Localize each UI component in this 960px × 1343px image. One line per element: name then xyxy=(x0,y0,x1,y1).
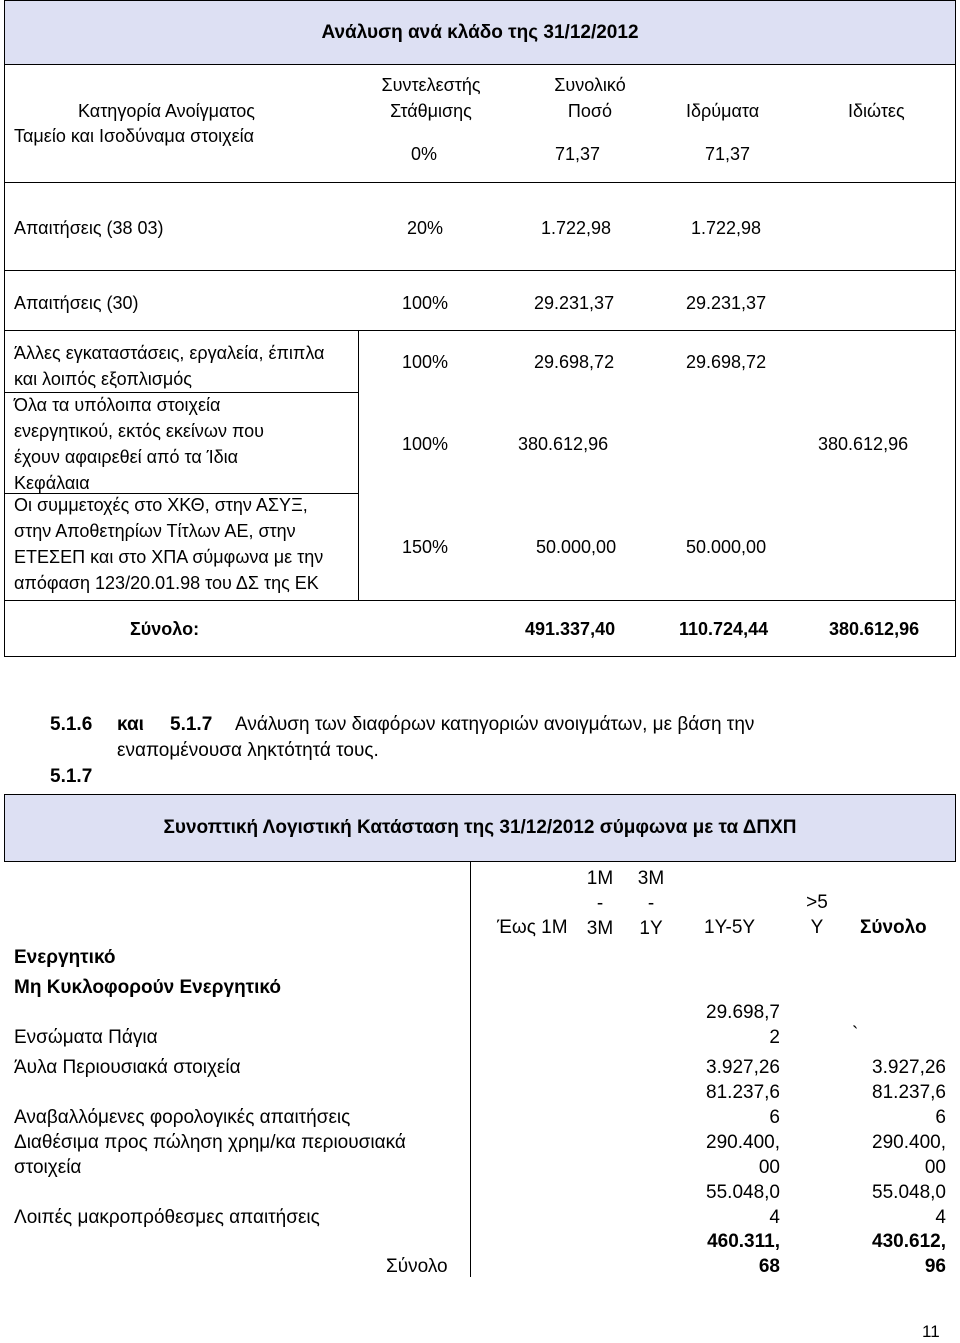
section-and: και xyxy=(117,714,144,735)
header-weight-line1: Συντελεστής xyxy=(381,75,481,95)
t2-value-l2: 2 xyxy=(769,1027,780,1048)
t2-total-total xyxy=(846,1229,946,1279)
t1-row-total: 71,37 xyxy=(555,144,601,164)
t1-row-weight: 150% xyxy=(402,537,449,557)
t2-row-1y-5y xyxy=(680,1180,780,1230)
t1-total-individuals: 380.612,96 xyxy=(829,619,920,639)
t1-row-total: 380.612,96 xyxy=(518,434,609,454)
header-1m-3m-l1: 1M xyxy=(586,868,614,889)
header-individuals: Ιδιώτες xyxy=(848,101,905,121)
t1-total-institutions: 110.724,44 xyxy=(679,619,769,639)
t2-value-l1: 81.237,6 xyxy=(706,1082,780,1103)
t2-row-label: Αναβαλλόμενες φορολογικές απαιτήσεις xyxy=(14,1107,351,1128)
header-3m-1y xyxy=(631,866,671,941)
t1-total-label: Σύνολο: xyxy=(130,619,200,639)
t2-total-1y-5y xyxy=(680,1229,780,1279)
page-number: 11 xyxy=(922,1322,940,1341)
t2-value-l2: 00 xyxy=(924,1157,946,1178)
t1-row-weight: 100% xyxy=(402,352,449,372)
t2-row-1y-5y: 3.927,26 xyxy=(706,1057,780,1078)
table1-title: Ανάλυση ανά κλάδο της 31/12/2012 xyxy=(5,1,955,65)
table2-title: Συνοπτική Λογιστική Κατάσταση της 31/12/2012 σύμφωνα με τα ΔΠΧΠ xyxy=(4,794,956,862)
t1-total-amount: 491.337,40 xyxy=(525,619,616,639)
t2-value-l1: 55.048,0 xyxy=(872,1182,946,1203)
row-divider xyxy=(4,330,956,331)
t2-row-label xyxy=(14,1130,406,1180)
t2-row-1y-5y xyxy=(680,1080,780,1130)
t2-row-total xyxy=(846,1080,946,1130)
t2-value-l2: 4 xyxy=(769,1207,780,1228)
section-noncurrent: Μη Κυκλοφορούν Ενεργητικό xyxy=(14,977,282,998)
header-total-line2: Ποσό xyxy=(567,101,613,121)
t1-row-category: Απαιτήσεις (38 03) xyxy=(14,218,164,238)
header-3m-1y-l3: 1Y xyxy=(639,918,663,939)
section-number: 5.1.6 xyxy=(50,714,93,735)
header-total xyxy=(515,72,665,124)
header-gt-5y xyxy=(797,890,837,940)
header-institutions: Ιδρύματα xyxy=(686,101,760,121)
t1-row-institutions: 29.231,37 xyxy=(686,293,767,313)
t1-row-category: Οι συμμετοχές στο ΧΚΘ, στην ΑΣΥΞ, στην Αποθετηρίων Τίτλων ΑΕ, στην ΕΤΕΣΕΠ και στο ΧΠΑ σύμφωνα με την απόφαση 123/20.01.98 του ΔΣ της ΕΚ xyxy=(14,495,324,593)
t2-row-label: Ενσώματα Πάγια xyxy=(14,1027,158,1048)
header-gt-5y-l2: Y xyxy=(810,917,824,938)
section-assets: Ενεργητικό xyxy=(14,947,116,968)
header-total-line1: Συνολικό xyxy=(554,75,626,95)
header-1y-5y: 1Y-5Y xyxy=(704,917,756,938)
header-3m-1y-l1: 3M xyxy=(637,868,665,889)
table2-left-border xyxy=(470,862,471,1277)
header-category: Κατηγορία Ανοίγματος xyxy=(78,101,255,121)
t2-value-l2: 68 xyxy=(758,1256,780,1277)
t2-value-l2: 6 xyxy=(769,1107,780,1128)
header-gt-5y-l1: >5 xyxy=(806,892,828,913)
t1-row-category: Ταμείο και Ισοδύναμα στοιχεία xyxy=(14,126,255,146)
t2-value-l2: 4 xyxy=(935,1207,946,1228)
t1-row-category: Άλλες εγκαταστάσεις, εργαλεία, έπιπλα και λοιπός εξοπλισμός xyxy=(14,343,325,389)
t1-row-total: 1.722,98 xyxy=(541,218,612,238)
header-1m-3m-l3: 3M xyxy=(586,918,614,939)
t2-row-1y-5y xyxy=(680,1000,780,1050)
t1-row-total: 50.000,00 xyxy=(536,537,617,557)
header-upto-1m: Έως 1Μ xyxy=(497,917,568,938)
row-divider xyxy=(4,270,956,271)
t1-row-category: Όλα τα υπόλοιπα στοιχεία ενεργητικού, εκτός εκείνων που έχουν αφαιρεθεί από τα Ίδια Κεφάλαια xyxy=(14,395,264,493)
header-weight xyxy=(356,72,506,124)
t1-row-total: 29.698,72 xyxy=(534,352,615,372)
t2-value-l1: 81.237,6 xyxy=(872,1082,946,1103)
t1-row-weight: 0% xyxy=(411,144,438,164)
t1-row-total: 29.231,37 xyxy=(534,293,615,313)
section-heading-text: Ανάλυση των διαφόρων κατηγοριών ανοιγμάτων, με βάση την xyxy=(235,714,755,735)
t2-value-l1: 290.400, xyxy=(872,1132,946,1153)
t2-value-l1: 290.400, xyxy=(706,1132,780,1153)
t2-total-label: Σύνολο xyxy=(386,1256,448,1277)
t2-value-l1: 55.048,0 xyxy=(706,1182,780,1203)
t2-row-gt5y: ` xyxy=(852,1024,859,1045)
t1-row-institutions: 71,37 xyxy=(705,144,751,164)
t2-label-l2: στοιχεία xyxy=(14,1157,82,1178)
t2-value-l1: 460.311, xyxy=(707,1231,780,1252)
t2-row-label: Λοιπές μακροπρόθεσμες απαιτήσεις xyxy=(14,1207,320,1228)
t1-row-institutions: 50.000,00 xyxy=(686,537,767,557)
column-divider xyxy=(358,330,359,600)
row-divider xyxy=(4,182,956,183)
t1-row-institutions: 29.698,72 xyxy=(686,352,767,372)
section-number-b: 5.1.7 xyxy=(170,714,213,735)
t1-row-weight: 100% xyxy=(402,293,449,313)
section-heading-text-cont: εναπομένουσα ληκτότητά τους. xyxy=(117,740,379,761)
header-weight-line2: Στάθμισης xyxy=(390,101,472,121)
t2-row-total: 3.927,26 xyxy=(872,1057,946,1078)
t2-value-l2: 96 xyxy=(924,1256,946,1277)
t2-row-label: Άυλα Περιουσιακά στοιχεία xyxy=(14,1057,241,1078)
t2-value-l2: 6 xyxy=(935,1107,946,1128)
t1-row-institutions: 1.722,98 xyxy=(691,218,762,238)
t2-label-l1: Διαθέσιμα προς πώληση χρημ/κα περιουσιακά xyxy=(14,1132,406,1153)
header-3m-1y-l2: - xyxy=(647,893,655,914)
t1-row-individuals: 380.612,96 xyxy=(818,434,909,454)
t2-value-l1: 29.698,7 xyxy=(706,1002,780,1023)
header-1m-3m-l2: - xyxy=(596,893,604,914)
t1-row-weight: 100% xyxy=(402,434,449,454)
t2-value-l1: 430.612, xyxy=(872,1231,946,1252)
t1-row-weight: 20% xyxy=(407,218,444,238)
header-1m-3m xyxy=(580,866,620,941)
t1-row-category: Απαιτήσεις (30) xyxy=(14,293,139,313)
t2-row-1y-5y xyxy=(680,1130,780,1180)
row-divider xyxy=(4,600,956,601)
header-total: Σύνολο xyxy=(860,917,927,938)
t2-row-total xyxy=(846,1180,946,1230)
t2-row-total xyxy=(846,1130,946,1180)
t2-value-l2: 00 xyxy=(758,1157,780,1178)
section-number-c: 5.1.7 xyxy=(50,766,93,787)
